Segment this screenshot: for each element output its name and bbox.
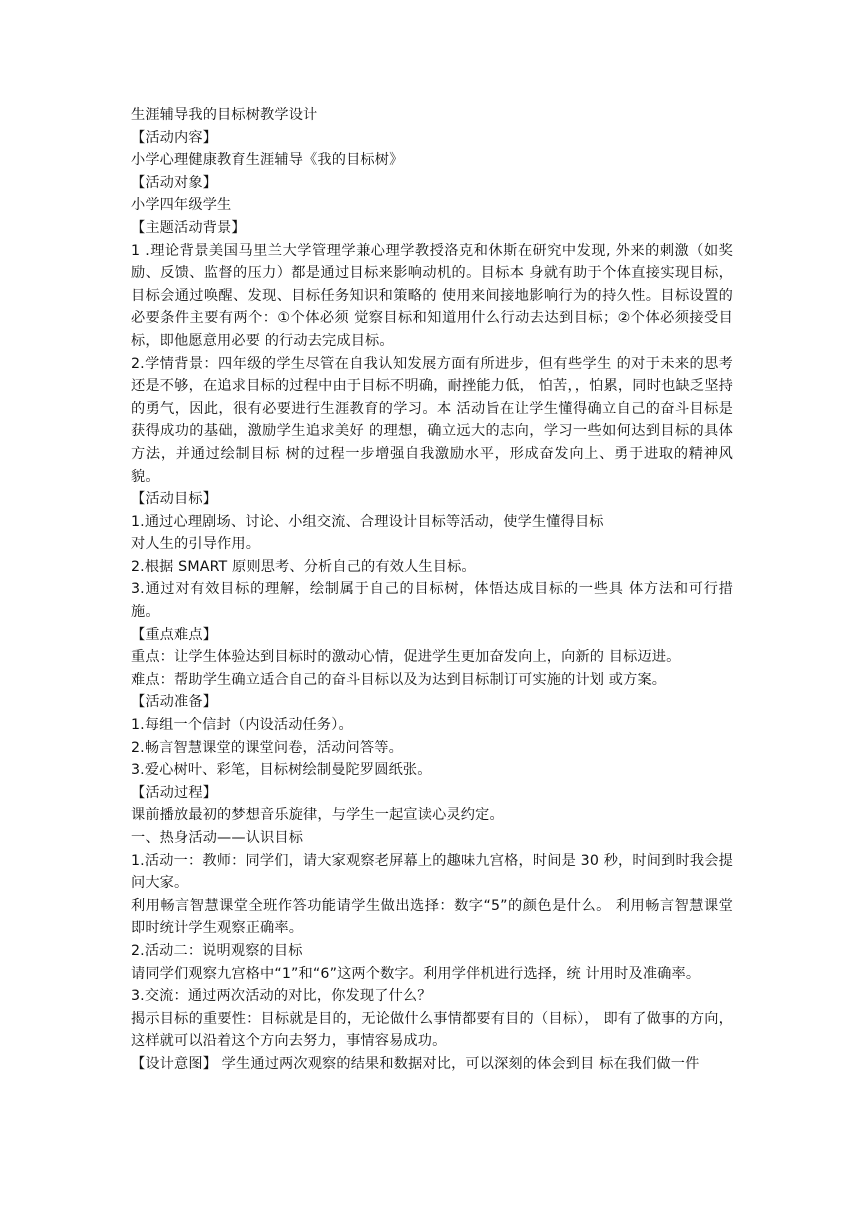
paragraph: 1.活动一：教师：同学们，请大家观察老屏幕上的趣味九宫格，时间是 30 秒，时间到时我会提问大家。 bbox=[131, 852, 733, 892]
section-heading-goals: 【活动目标】 bbox=[131, 491, 218, 508]
paragraph: 请同学们观察九宫格中“1”和“6”这两个数字。利用学伴机进行选择，统 计用时及准确率。 bbox=[131, 965, 701, 982]
paragraph: 3.交流：通过两次活动的对比，你发现了什么？ bbox=[131, 988, 432, 1005]
paragraph: 1 .理论背景美国马里兰大学管理学兼心理学教授洛克和休斯在研究中发现, 外来的刺激（如奖励、反馈、监督的压力）都是通过目标来影响动机的。目标本 身就有助于个体直接实现目标，目标会通过唤醒、发现、目标任务知识和策略的 使用来间接地影响行为的持久性。目标设置的必要条件主要有两个：①个体必须 觉察目标和知道用什么行动去达到目标；②个体必须接受目标，即他愿意用必要 的行动去完成目标。 bbox=[131, 242, 733, 349]
paragraph: 1.通过心理剧场、讨论、小组交流、合理设计目标等活动，使学生懂得目标 bbox=[131, 513, 604, 530]
paragraph: 3.爱心树叶、彩笔，目标树绘制曼陀罗圆纸张。 bbox=[131, 762, 432, 779]
section-heading-audience: 【活动对象】 bbox=[131, 174, 218, 191]
paragraph: 2.畅言智慧课堂的课堂问卷，活动问答等。 bbox=[131, 739, 403, 756]
paragraph: 1.每组一个信封（内设活动任务）。 bbox=[131, 717, 353, 734]
paragraph: 对人生的引导作用。 bbox=[131, 536, 261, 553]
paragraph: 难点：帮助学生确立适合自己的奋斗目标以及为达到目标制订可实施的计划 或方案。 bbox=[131, 671, 667, 688]
paragraph: 利用畅言智慧课堂全班作答功能请学生做出选择：数字“5”的颜色是什么。 利用畅言智慧课堂即时统计学生观察正确率。 bbox=[131, 897, 733, 937]
paragraph: 2.活动二：说明观察的目标 bbox=[131, 942, 303, 959]
paragraph: 3.通过对有效目标的理解，绘制属于自己的目标树，体悟达成目标的一些具 体方法和可行措施。 bbox=[131, 581, 733, 621]
paragraph: 2.学情背景：四年级的学生尽管在自我认知发展方面有所进步，但有些学生 的对于未来的思考还是不够，在追求目标的过程中由于目标不明确，耐挫能力低， 怕苦，，怕累，同时也缺乏坚持的勇气，因此，很有必要进行生涯教育的学习。本 活动旨在让学生懂得确立自己的奋斗目标是获得成功的基础，激励学生追求美好 的理想，确立远大的志向，学习一些如何达到目标的具体方法，并通过绘制目标 树的过程一步增强自我激励水平，形成奋发向上、勇于进取的精神风貌。 bbox=[131, 355, 733, 485]
paragraph: 小学四年级学生 bbox=[131, 197, 232, 214]
paragraph: 揭示目标的重要性：目标就是目的，无论做什么事情都要有目的（目标）， 即有了做事的方向，这样就可以沿着这个方向去努力，事情容易成功。 bbox=[131, 1010, 733, 1050]
paragraph: 课前播放最初的梦想音乐旋律，与学生一起宣读心灵约定。 bbox=[131, 807, 504, 824]
paragraph: 重点：让学生体验达到目标时的激动心情，促进学生更加奋发向上，向新的 目标迈进。 bbox=[131, 649, 681, 666]
section-heading-background: 【主题活动背景】 bbox=[131, 219, 246, 236]
section-heading-content: 【活动内容】 bbox=[131, 129, 218, 146]
paragraph: 一、热身活动——认识目标 bbox=[131, 830, 304, 846]
document-body bbox=[131, 104, 733, 1076]
paragraph: 【设计意图】 学生通过两次观察的结果和数据对比，可以深刻的体会到目 标在我们做一件 bbox=[131, 1055, 700, 1072]
section-heading-process: 【活动过程】 bbox=[131, 784, 218, 801]
paragraph: 2.根据 SMART 原则思考、分析自己的有效人生目标。 bbox=[131, 558, 476, 575]
section-heading-preparation: 【活动准备】 bbox=[131, 694, 218, 711]
document-title: 生涯辅导我的目标树教学设计 bbox=[131, 107, 318, 123]
section-heading-key-points: 【重点难点】 bbox=[131, 626, 218, 643]
paragraph: 小学心理健康教育生涯辅导《我的目标树》 bbox=[131, 152, 404, 169]
